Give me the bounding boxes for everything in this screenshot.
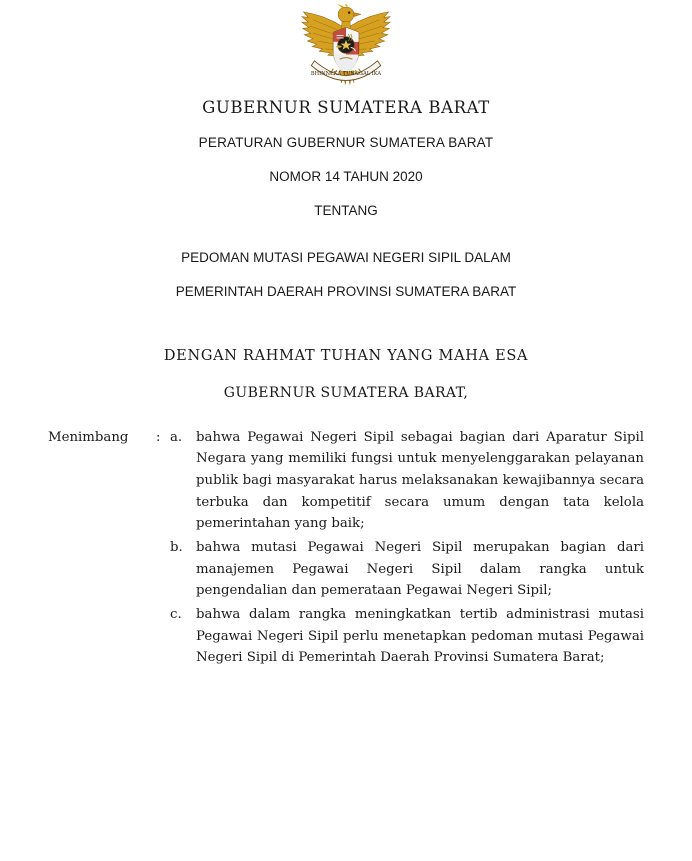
list-item-letter: b. bbox=[170, 540, 183, 556]
list-item bbox=[170, 604, 644, 669]
emblem-container bbox=[48, 0, 644, 90]
regulation-subject-line-1: PEDOMAN MUTASI PEGAWAI NEGERI SIPIL DALAM bbox=[181, 250, 511, 265]
considering-colon: : bbox=[156, 429, 161, 445]
regulation-subject-line-2: PEMERINTAH DAERAH PROVINSI SUMATERA BARAT bbox=[175, 283, 517, 299]
considering-items bbox=[170, 427, 644, 671]
list-item-letter: a. bbox=[170, 429, 183, 445]
signatory-title: GUBERNUR SUMATERA BARAT, bbox=[223, 384, 469, 401]
regulation-subject bbox=[48, 251, 644, 300]
list-item-letter: c. bbox=[170, 607, 182, 623]
list-item bbox=[170, 537, 644, 602]
considering-section bbox=[48, 427, 644, 671]
regulation-type: PERATURAN GUBERNUR SUMATERA BARAT bbox=[198, 135, 494, 150]
list-item-text: bahwa Pegawai Negeri Sipil sebagai bagian dari Aparatur Sipil Negara yang memiliki fungsi untuk menyelenggarakan pelayanan publik bagi masyarakat harus melaksanakan kewajibannya secara terbuka dan kompetitif secara umum dengan tata kelola pemerintahan yang baik; bbox=[196, 429, 644, 532]
invocation-text: DENGAN RAHMAT TUHAN YANG MAHA ESA bbox=[163, 347, 529, 364]
list-item bbox=[170, 427, 644, 535]
considering-label: Menimbang bbox=[48, 429, 129, 445]
about-label: TENTANG bbox=[314, 203, 378, 218]
list-item-text: bahwa dalam rangka meningkatkan tertib administrasi mutasi Pegawai Negeri Sipil perlu menetapkan pedoman mutasi Pegawai Negeri Sipil di Pemerintah Daerah Provinsi Sumatera Barat; bbox=[196, 607, 644, 666]
regulation-number: NOMOR 14 TAHUN 2020 bbox=[269, 169, 423, 184]
svg-text:BHINNEKA TUNGGAL IKA: BHINNEKA TUNGGAL IKA bbox=[310, 70, 382, 77]
list-item-text: bahwa mutasi Pegawai Negeri Sipil merupakan bagian dari manajemen Pegawai Negeri Sipil dalam rangka untuk pengendalian dan pemerataan Pegawai Negeri Sipil; bbox=[196, 540, 644, 599]
document-header bbox=[48, 98, 644, 401]
page-title: GUBERNUR SUMATERA BARAT bbox=[202, 98, 490, 117]
garuda-pancasila-emblem-icon bbox=[298, 4, 394, 86]
